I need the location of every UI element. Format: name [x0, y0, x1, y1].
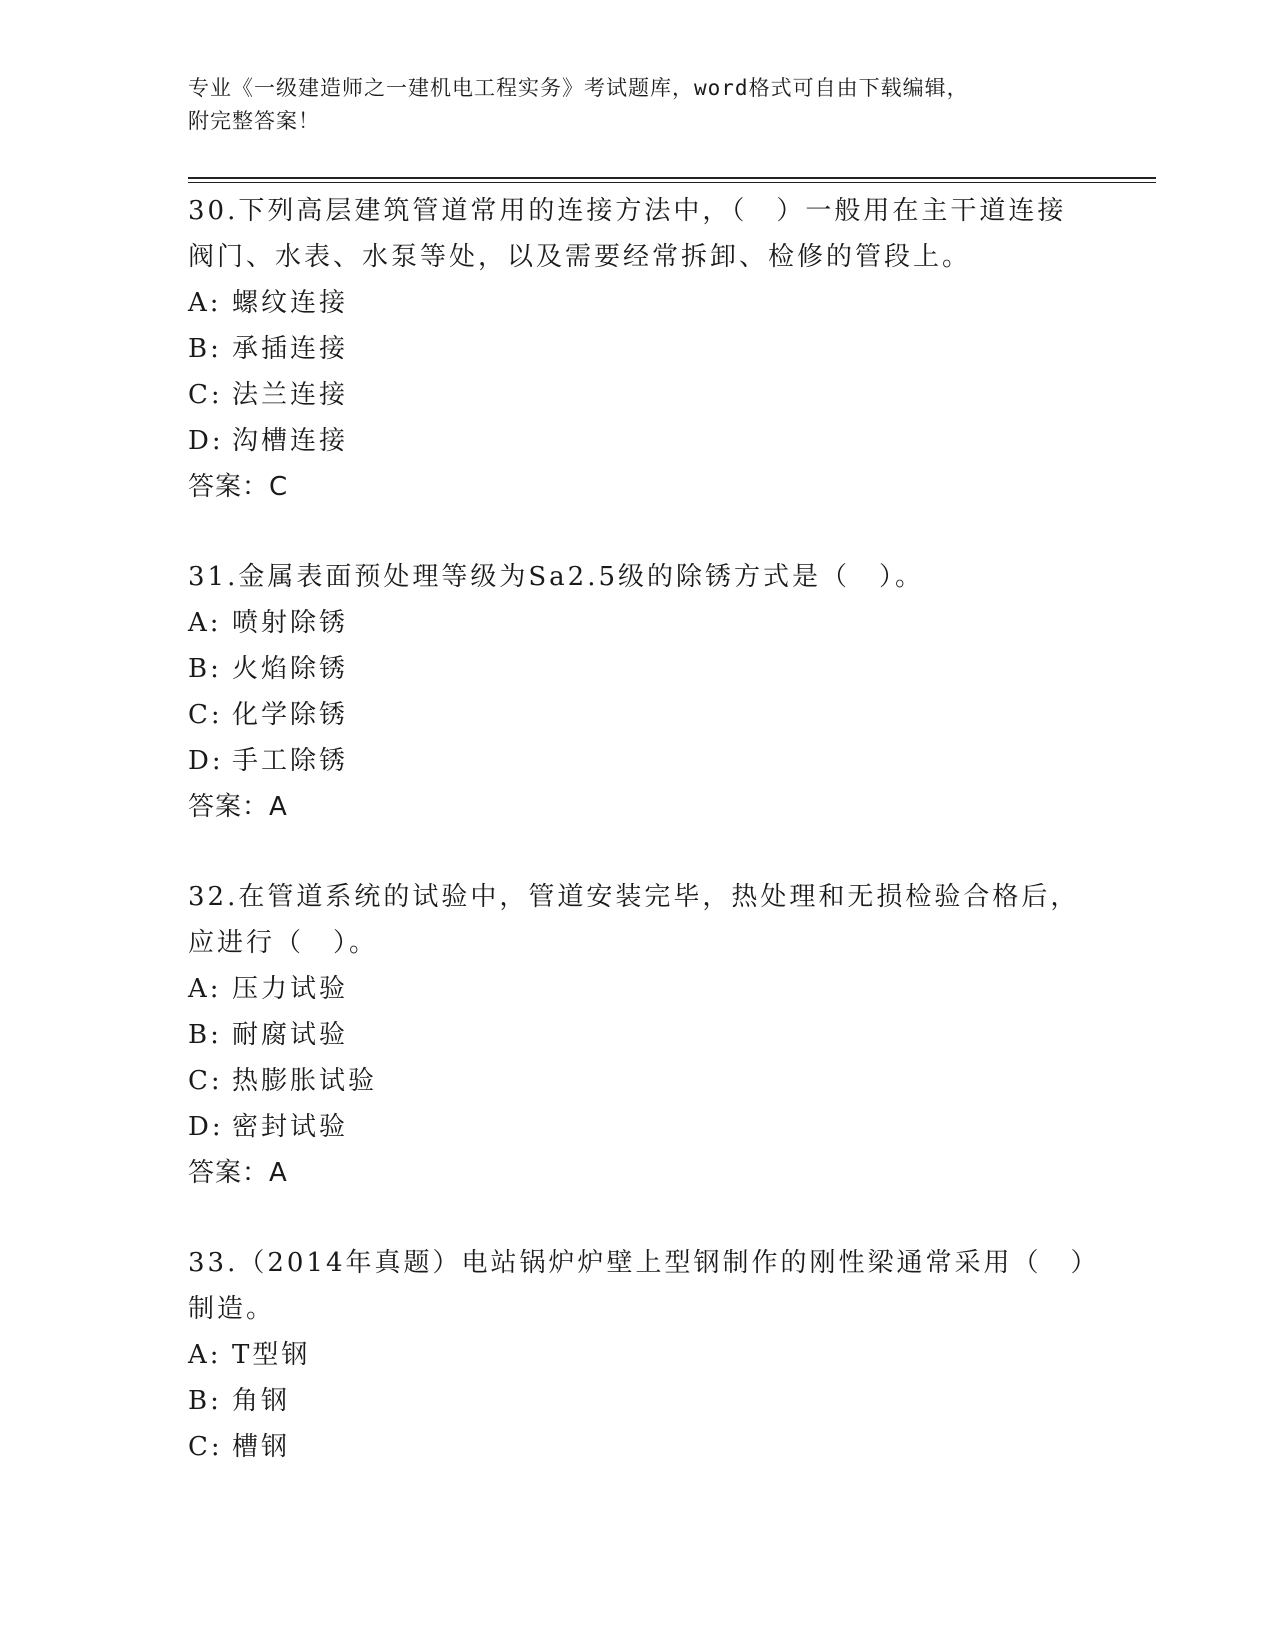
header-divider-thin: [188, 182, 1156, 183]
stem-line: 31.金属表面预处理等级为Sa2.5级的除锈方式是（ ）。: [188, 562, 925, 592]
answer-line: 答案：A: [188, 792, 288, 822]
option-a: [188, 600, 1148, 646]
answer-line: 答案：A: [188, 1158, 288, 1188]
option-text: 承插连接: [232, 334, 349, 364]
stem-line: 30.下列高层建筑管道常用的连接方法中，（ ）一般用在主干道连接: [188, 196, 1067, 226]
option-text: 手工除锈: [232, 746, 349, 776]
option-text: 槽钢: [232, 1432, 291, 1462]
option-d: [188, 738, 1148, 784]
option-text: 化学除锈: [232, 700, 349, 730]
option-letter: B:: [188, 654, 222, 684]
option-c: [188, 692, 1148, 738]
option-letter: C:: [188, 380, 223, 410]
option-b: [188, 646, 1148, 692]
option-letter: A:: [188, 608, 222, 638]
option-letter: A:: [188, 1340, 222, 1370]
option-letter: D:: [188, 426, 224, 456]
option-letter: B:: [188, 334, 222, 364]
header-line-2: 附完整答案！: [188, 109, 320, 133]
question-33: [188, 1240, 1148, 1470]
question-stem: [188, 554, 1148, 600]
option-a: [188, 280, 1148, 326]
option-text: 沟槽连接: [232, 426, 349, 456]
option-text: 热膨胀试验: [232, 1066, 378, 1096]
option-d: [188, 418, 1148, 464]
stem-line: 33.（2014年真题）电站锅炉炉壁上型钢制作的刚性梁通常采用（ ）: [188, 1248, 1100, 1278]
option-text: 密封试验: [232, 1112, 349, 1142]
option-letter: B:: [188, 1386, 222, 1416]
option-b: [188, 326, 1148, 372]
option-text: 螺纹连接: [232, 288, 349, 318]
stem-line: 32.在管道系统的试验中，管道安装完毕，热处理和无损检验合格后，: [188, 882, 1080, 912]
option-text: 耐腐试验: [232, 1020, 349, 1050]
option-letter: A:: [188, 288, 222, 318]
option-letter: A:: [188, 974, 222, 1004]
option-text: 压力试验: [232, 974, 349, 1004]
option-letter: B:: [188, 1020, 222, 1050]
option-a: [188, 966, 1148, 1012]
header-divider-thick: [188, 177, 1156, 179]
option-text: 喷射除锈: [232, 608, 349, 638]
option-b: [188, 1012, 1148, 1058]
stem-line: 应进行（ ）。: [188, 928, 379, 958]
option-letter: D:: [188, 746, 224, 776]
option-letter: D:: [188, 1112, 224, 1142]
option-text: 角钢: [232, 1386, 291, 1416]
option-text: 法兰连接: [232, 380, 349, 410]
option-letter: C:: [188, 1066, 223, 1096]
stem-line: 阀门、水表、水泵等处，以及需要经常拆卸、检修的管段上。: [188, 242, 972, 272]
question-30: [188, 188, 1148, 510]
question-stem: [188, 188, 1148, 280]
question-stem: [188, 1240, 1148, 1332]
option-b: [188, 1378, 1148, 1424]
option-text: T型钢: [232, 1340, 311, 1370]
option-c: [188, 1424, 1148, 1470]
document-header: [188, 72, 1068, 138]
option-c: [188, 1058, 1148, 1104]
option-text: 火焰除锈: [232, 654, 349, 684]
option-c: [188, 372, 1148, 418]
answer-line: 答案：C: [188, 472, 289, 502]
option-letter: C:: [188, 700, 223, 730]
option-a: [188, 1332, 1148, 1378]
question-31: [188, 554, 1148, 830]
question-stem: [188, 874, 1148, 966]
option-d: [188, 1104, 1148, 1150]
question-32: [188, 874, 1148, 1196]
header-line-1: 专业《一级建造师之一建机电工程实务》考试题库，word格式可自由下载编辑，: [188, 76, 969, 100]
option-letter: C:: [188, 1432, 223, 1462]
stem-line: 制造。: [188, 1294, 276, 1324]
